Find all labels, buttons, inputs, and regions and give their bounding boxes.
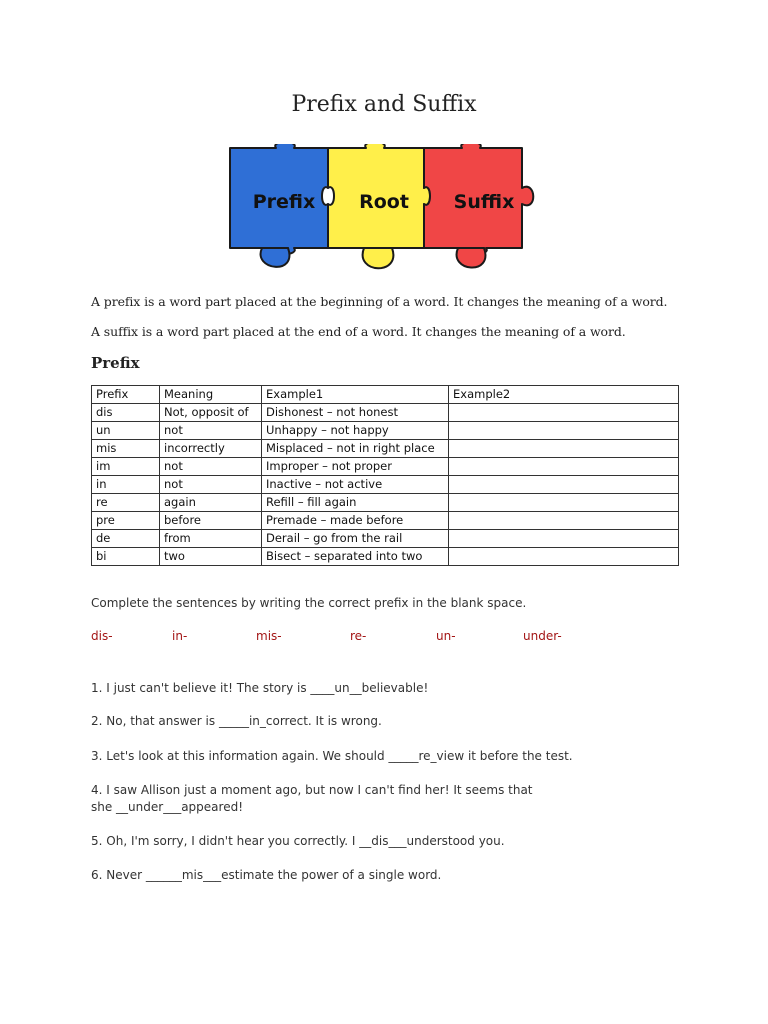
table-cell: Premade – made before bbox=[262, 512, 449, 530]
table-cell: pre bbox=[92, 512, 160, 530]
column-header: Prefix bbox=[92, 386, 160, 404]
table-cell bbox=[449, 440, 679, 458]
puzzle-tab-red bbox=[457, 248, 486, 268]
table-cell bbox=[449, 512, 679, 530]
table-cell: Bisect – separated into two bbox=[262, 548, 449, 566]
table-cell: Misplaced – not in right place bbox=[262, 440, 449, 458]
table-cell: Inactive – not active bbox=[262, 476, 449, 494]
word-bank-item: dis- bbox=[91, 629, 113, 643]
word-bank-item: un- bbox=[436, 629, 456, 643]
question-4-line1: 4. I saw Allison just a moment ago, but now I can't find her! It seems that bbox=[91, 783, 533, 797]
table-cell: Improper – not proper bbox=[262, 458, 449, 476]
word-bank-item: re- bbox=[350, 629, 367, 643]
table-row bbox=[92, 512, 679, 530]
table-cell: Derail – go from the rail bbox=[262, 530, 449, 548]
table-cell bbox=[449, 458, 679, 476]
table-cell: un bbox=[92, 422, 160, 440]
exercise-instructions: Complete the sentences by writing the correct prefix in the blank space. bbox=[91, 596, 527, 610]
table-cell: before bbox=[160, 512, 262, 530]
section-heading-prefix: Prefix bbox=[91, 354, 140, 372]
table-row bbox=[92, 404, 679, 422]
prefix-table bbox=[91, 385, 679, 566]
table-cell: mis bbox=[92, 440, 160, 458]
table-cell bbox=[449, 422, 679, 440]
table-cell: not bbox=[160, 422, 262, 440]
table-cell: dis bbox=[92, 404, 160, 422]
table-cell: Refill – fill again bbox=[262, 494, 449, 512]
puzzle-label-prefix: Prefix bbox=[252, 191, 316, 213]
table-cell: two bbox=[160, 548, 262, 566]
table-cell: from bbox=[160, 530, 262, 548]
page-title: Prefix and Suffix bbox=[291, 92, 477, 117]
table-cell bbox=[449, 494, 679, 512]
table-cell: im bbox=[92, 458, 160, 476]
table-row bbox=[92, 422, 679, 440]
table-cell bbox=[449, 548, 679, 566]
table-cell: de bbox=[92, 530, 160, 548]
table-row bbox=[92, 530, 679, 548]
table-cell: not bbox=[160, 476, 262, 494]
table-header-row bbox=[92, 386, 679, 404]
table-cell: Not, opposit of bbox=[160, 404, 262, 422]
word-bank-item: under- bbox=[523, 629, 562, 643]
table-cell: re bbox=[92, 494, 160, 512]
question-2: 2. No, that answer is _____in_correct. It is wrong. bbox=[91, 714, 382, 728]
puzzle-label-suffix: Suffix bbox=[453, 191, 515, 213]
table-cell: Dishonest – not honest bbox=[262, 404, 449, 422]
table-row bbox=[92, 440, 679, 458]
table-cell: again bbox=[160, 494, 262, 512]
puzzle-tab-yellow bbox=[363, 248, 394, 268]
column-header: Example2 bbox=[449, 386, 679, 404]
question-1: 1. I just can't believe it! The story is ____un__believable! bbox=[91, 681, 429, 695]
table-row bbox=[92, 458, 679, 476]
table-row bbox=[92, 494, 679, 512]
table-cell: Unhappy – not happy bbox=[262, 422, 449, 440]
table-cell: bi bbox=[92, 548, 160, 566]
suffix-definition: A suffix is a word part placed at the end of a word. It changes the meaning of a word. bbox=[91, 324, 626, 339]
question-3: 3. Let's look at this information again. We should _____re_view it before the test. bbox=[91, 749, 573, 763]
table-cell: in bbox=[92, 476, 160, 494]
table-cell bbox=[449, 476, 679, 494]
puzzle-graphic bbox=[226, 144, 548, 278]
table-row bbox=[92, 476, 679, 494]
question-5: 5. Oh, I'm sorry, I didn't hear you correctly. I __dis___understood you. bbox=[91, 834, 505, 848]
puzzle-label-root: Root bbox=[359, 191, 409, 213]
word-bank-item: in- bbox=[172, 629, 188, 643]
column-header: Example1 bbox=[262, 386, 449, 404]
table-row bbox=[92, 548, 679, 566]
question-4-line2: she __under___appeared! bbox=[91, 800, 244, 814]
table-cell bbox=[449, 404, 679, 422]
puzzle-tab-blue bbox=[261, 248, 290, 267]
column-header: Meaning bbox=[160, 386, 262, 404]
question-6: 6. Never ______mis___estimate the power of a single word. bbox=[91, 868, 442, 882]
prefix-definition: A prefix is a word part placed at the beginning of a word. It changes the meaning of a word. bbox=[91, 294, 668, 309]
word-bank-item: mis- bbox=[256, 629, 282, 643]
table-cell bbox=[449, 530, 679, 548]
table-cell: not bbox=[160, 458, 262, 476]
question-4 bbox=[91, 782, 611, 816]
table-cell: incorrectly bbox=[160, 440, 262, 458]
